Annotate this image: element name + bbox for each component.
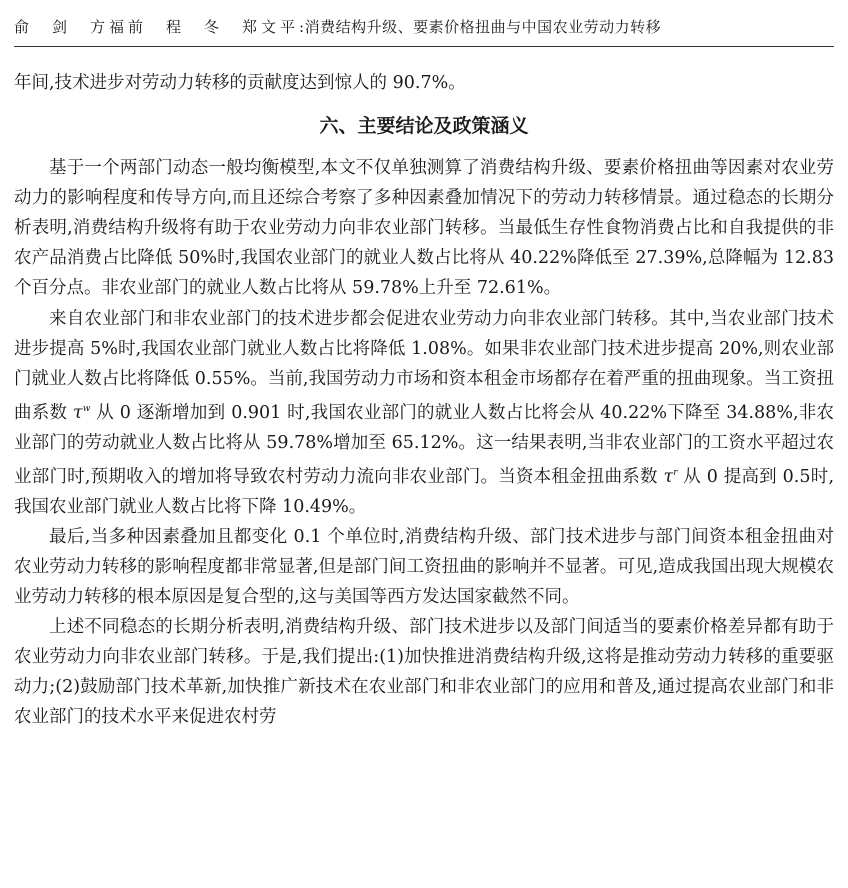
header-rule [14, 46, 834, 47]
header-authors: 俞 剑 方福前 程 冬 郑文平 [14, 18, 300, 36]
paragraph-policy: 上述不同稳态的长期分析表明,消费结构升级、部门技术进步以及部门间适当的要素价格差异都有助于农业劳动力向非农业部门转移。于是,我们提出:(1)加快推进消费结构升级,这将是推动劳动力转移的重要驱动力;(2)鼓励部门技术革新,加快推广新技术在农业部门和非农业部门的应用和普及,通过提高农业部门和非农业部门的技术水平来促进农村劳 [14, 617, 834, 728]
running-header [14, 12, 834, 42]
paragraph-text-part1: 来自农业部门和非农业部门的技术进步都会促进农业劳动力向非农业部门转移。其中,当农业部门技术进步提高 5%时,我国农业部门就业人数占比将降低 1.08%。如果非农业部门技术进步提高 20%,则农业部门就业人数占比将降低 0.55%。当前,我国劳动力市场和资本租金市场都存在着严重的扭曲现象。当工资扭曲系数 [14, 308, 834, 423]
paragraph-text-part2: 从 0 逐渐增加到 0.901 时,我国农业部门的就业人数占比将会从 40.22%下降至 34.88%,非农业部门的劳动就业人数占比将从 59.78%增加至 65.12%。这一结果表明,当非农业部门的工资水平超过农业部门时,预期收入的增加将导致农村劳动力流向非农业部门。当资本租金扭曲系数 [14, 402, 834, 487]
header-article-title: 消费结构升级、要素价格扭曲与中国农业劳动力转移 [304, 18, 662, 36]
paragraph-technology-distortion [14, 304, 834, 522]
section-heading: 六、主要结论及政策涵义 [319, 115, 529, 138]
paragraph-consumption: 基于一个两部门动态一般均衡模型,本文不仅单独测算了消费结构升级、要素价格扭曲等因素对农业劳动力的影响程度和传导方向,而且还综合考察了多种因素叠加情况下的劳动力转移情景。通过稳态的长期分析表明,消费结构升级将有助于农业劳动力向非农业部门转移。当最低生存性食物消费占比和自我提供的非农产品消费占比降低 50%时,我国农业部门的就业人数占比将从 40.22%降低至 27.39%,总降幅为 12.83 个百分点。非农业部门的就业人数占比将从 59.78%上升至 72.61%。 [14, 158, 834, 299]
rent-distortion-symbol: $\tau^r$ [663, 466, 678, 487]
header-separator: : [299, 18, 305, 36]
paragraph-combined-factors: 最后,当多种因素叠加且都变化 0.1 个单位时,消费结构升级、部门技术进步与部门间资本租金扭曲对农业劳动力转移的影响程度都非常显著,但是部门间工资扭曲的影响并不显著。可见,造成我国出现大规模农业劳动力转移的根本原因是复合型的,这与美国等西方发达国家截然不同。 [14, 526, 834, 608]
paragraph-continuation: 年间,技术进步对劳动力转移的贡献度达到惊人的 90.7%。 [14, 73, 466, 93]
article-body [14, 68, 834, 733]
paragraph-text-part3: 从 0 提高到 0.5时,我国农业部门就业人数占比将下降 10.49%。 [14, 466, 835, 517]
wage-distortion-symbol: $\tau^w$ [73, 402, 91, 423]
